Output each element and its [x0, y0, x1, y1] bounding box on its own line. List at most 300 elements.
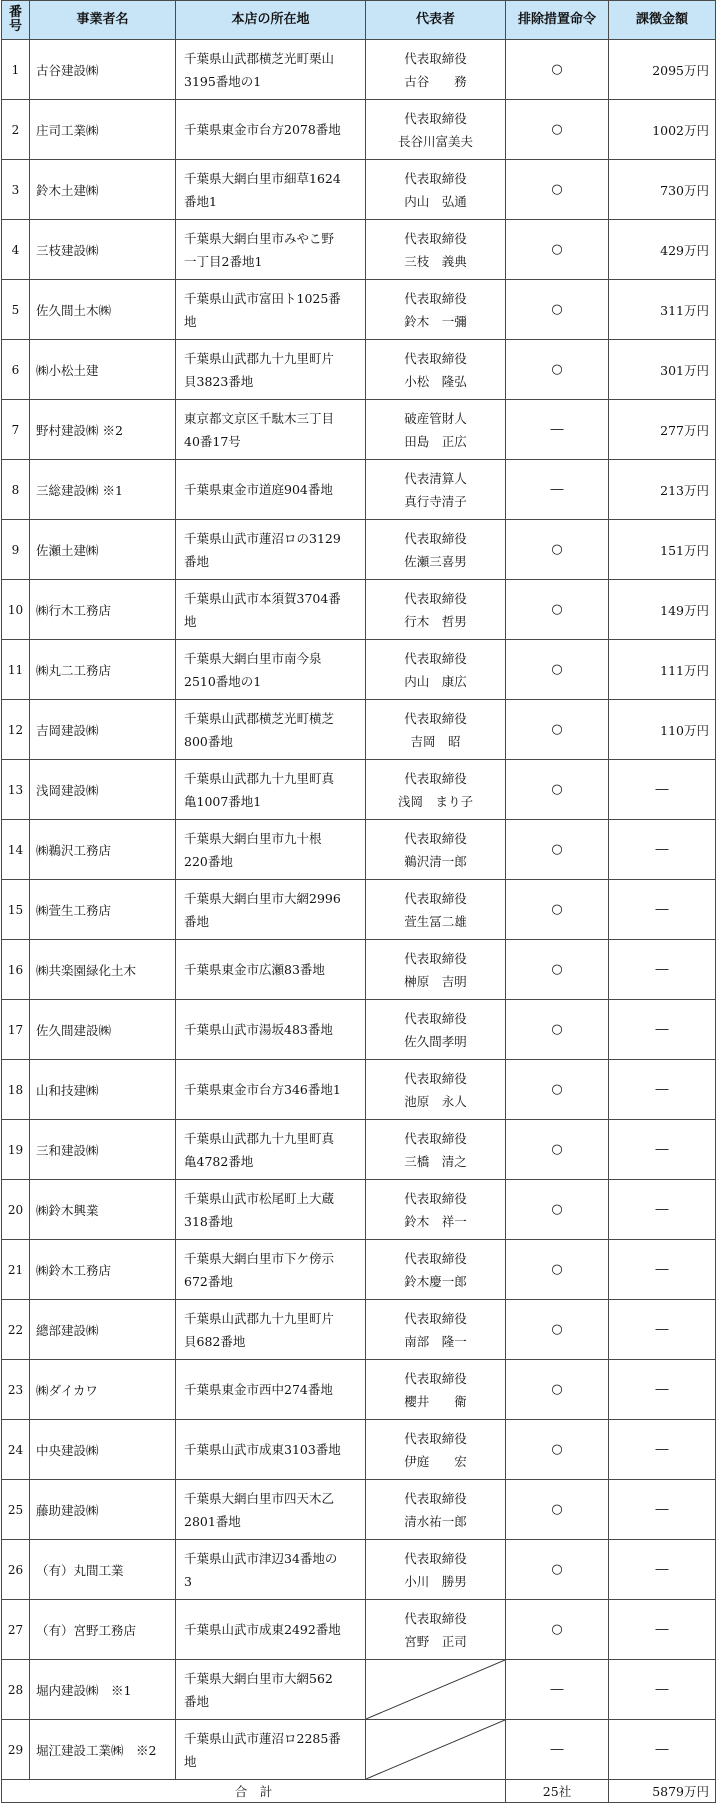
- company-name: ㈱鈴木工務店: [30, 1240, 176, 1300]
- fine-amount: 277万円: [609, 400, 716, 460]
- representative-name: 三橋 清之: [404, 1153, 467, 1169]
- company-address: [176, 1600, 366, 1660]
- representative: [366, 100, 506, 160]
- address-line: 千葉県大網白里市四天木乙: [184, 1490, 335, 1506]
- company-name: 堀内建設㈱ ※1: [30, 1660, 176, 1720]
- address-line: 地: [184, 1753, 197, 1769]
- representative: [366, 1240, 506, 1300]
- row-number: 1: [2, 40, 30, 100]
- table-row: [2, 1360, 716, 1420]
- company-name: 堀江建設工業㈱ ※2: [30, 1720, 176, 1780]
- representative-name: 田島 正広: [404, 433, 467, 449]
- fine-amount: ―: [609, 1480, 716, 1540]
- fine-amount: ―: [609, 1540, 716, 1600]
- fine-amount: ―: [609, 1240, 716, 1300]
- table-row: [2, 1480, 716, 1540]
- address-line: 千葉県山武郡横芝光町横芝: [184, 710, 335, 726]
- representative-name: 内山 康広: [404, 673, 467, 689]
- exclusion-order: ○: [506, 340, 609, 400]
- fine-amount: 111万円: [609, 640, 716, 700]
- fine-amount: ―: [609, 1120, 716, 1180]
- company-name: ㈱小松土建: [30, 340, 176, 400]
- row-number: 19: [2, 1120, 30, 1180]
- representative-name: 長谷川富美夫: [397, 133, 473, 149]
- table-row: [2, 160, 716, 220]
- table-row: [2, 1720, 716, 1780]
- company-address: [176, 1420, 366, 1480]
- row-number: 18: [2, 1060, 30, 1120]
- company-name: 古谷建設㈱: [30, 40, 176, 100]
- company-address: [176, 280, 366, 340]
- address-line: 千葉県大網白里市下ケ傍示: [184, 1250, 335, 1266]
- company-address: [176, 880, 366, 940]
- fine-amount: 429万円: [609, 220, 716, 280]
- company-address: [176, 1240, 366, 1300]
- company-address: [176, 340, 366, 400]
- representative-name: 鈴木 祥一: [404, 1213, 467, 1229]
- representative-name: 櫻井 衛: [404, 1393, 467, 1409]
- fine-amount: 311万円: [609, 280, 716, 340]
- company-address: [176, 400, 366, 460]
- representative-name: 清水祐一郎: [404, 1513, 467, 1529]
- fine-amount: 2095万円: [609, 40, 716, 100]
- address-line: 千葉県山武郡九十九里町真: [184, 770, 335, 786]
- exclusion-order: ○: [506, 1480, 609, 1540]
- representative-name: 萱生冨二雄: [404, 913, 467, 929]
- row-number: 15: [2, 880, 30, 940]
- representative-title: 代表取締役: [404, 1610, 467, 1626]
- address-line: 千葉県山武市本須賀3704番: [184, 590, 341, 606]
- fine-amount: ―: [609, 1720, 716, 1780]
- row-number: 22: [2, 1300, 30, 1360]
- representative-title: 代表取締役: [404, 1430, 467, 1446]
- address-line: 千葉県大網白里市九十根: [184, 830, 322, 846]
- representative: [366, 700, 506, 760]
- company-name: 鈴木土建㈱: [30, 160, 176, 220]
- table-row: [2, 1180, 716, 1240]
- representative-title: 代表取締役: [404, 650, 467, 666]
- row-number: 8: [2, 460, 30, 520]
- exclusion-order: ○: [506, 160, 609, 220]
- representative: [366, 760, 506, 820]
- table-row: [2, 1060, 716, 1120]
- address-line: 番地1: [184, 193, 217, 209]
- address-line: 千葉県山武郡九十九里町片: [184, 1310, 335, 1326]
- representative: [366, 40, 506, 100]
- fine-amount: ―: [609, 820, 716, 880]
- representative: [366, 940, 506, 1000]
- diagonal-slash: [366, 1660, 505, 1719]
- company-address: [176, 520, 366, 580]
- representative: [366, 340, 506, 400]
- exclusion-order: ○: [506, 520, 609, 580]
- representative: [366, 520, 506, 580]
- address-line: 地: [184, 313, 197, 329]
- company-name: ㈱萱生工務店: [30, 880, 176, 940]
- header-number-label: 番号: [8, 5, 22, 34]
- address-line: 672番地: [184, 1273, 233, 1289]
- company-address: [176, 1480, 366, 1540]
- company-name: 佐久間土木㈱: [30, 280, 176, 340]
- representative-title: 代表取締役: [404, 1370, 467, 1386]
- row-number: 26: [2, 1540, 30, 1600]
- fine-amount: 730万円: [609, 160, 716, 220]
- representative: [366, 1480, 506, 1540]
- company-name: ㈱ダイカワ: [30, 1360, 176, 1420]
- address-line: 220番地: [184, 853, 233, 869]
- fine-amount: ―: [609, 1060, 716, 1120]
- representative-title: 代表取締役: [404, 890, 467, 906]
- header-representative: 代表者: [366, 1, 506, 40]
- address-line: 千葉県山武郡横芝光町栗山: [184, 50, 335, 66]
- representative-title: 代表清算人: [404, 470, 467, 486]
- company-name: 總部建設㈱: [30, 1300, 176, 1360]
- address-line: 千葉県山武市津辺34番地の: [184, 1550, 338, 1566]
- address-line: 千葉県山武郡九十九里町真: [184, 1130, 335, 1146]
- fine-amount: ―: [609, 760, 716, 820]
- representative-name: 吉岡 昭: [410, 733, 461, 749]
- row-number: 20: [2, 1180, 30, 1240]
- representative-name: 宮野 正司: [404, 1633, 467, 1649]
- address-line: 番地: [184, 913, 210, 929]
- table-row: [2, 880, 716, 940]
- representative: [366, 280, 506, 340]
- row-number: 16: [2, 940, 30, 1000]
- representative-name: 鈴木 一彌: [404, 313, 467, 329]
- table-row: [2, 580, 716, 640]
- address-line: 千葉県大網白里市南今泉: [184, 650, 322, 666]
- table-row: [2, 1660, 716, 1720]
- company-name: （有）丸間工業: [30, 1540, 176, 1600]
- company-name: ㈱共楽園緑化土木: [30, 940, 176, 1000]
- address-line: 東京都文京区千駄木三丁目: [184, 410, 335, 426]
- table-row: [2, 1300, 716, 1360]
- table-row: [2, 1420, 716, 1480]
- table-row: [2, 520, 716, 580]
- fine-amount: 149万円: [609, 580, 716, 640]
- address-line: 3: [184, 1573, 192, 1589]
- total-label: 合 計: [2, 1780, 506, 1803]
- company-address: [176, 40, 366, 100]
- company-address: [176, 220, 366, 280]
- representative-name: 南部 隆一: [404, 1333, 467, 1349]
- representative: [366, 1000, 506, 1060]
- representative-title: 代表取締役: [404, 1070, 467, 1086]
- fine-amount: ―: [609, 880, 716, 940]
- representative-title: 破産管財人: [404, 410, 467, 426]
- representative: [366, 220, 506, 280]
- address-line: 2510番地の1: [184, 673, 262, 689]
- company-name: 佐瀬土建㈱: [30, 520, 176, 580]
- header-address: 本店の所在地: [176, 1, 366, 40]
- row-number: 29: [2, 1720, 30, 1780]
- company-address: [176, 460, 366, 520]
- representative-title: 代表取締役: [404, 1010, 467, 1026]
- exclusion-order: ○: [506, 1180, 609, 1240]
- company-address: [176, 1360, 366, 1420]
- address-line: 亀1007番地1: [184, 793, 262, 809]
- table-row: [2, 1000, 716, 1060]
- address-line: 千葉県山武市湯坂483番地: [184, 1022, 333, 1037]
- company-address: [176, 580, 366, 640]
- representative-title: 代表取締役: [404, 1550, 467, 1566]
- representative: [366, 640, 506, 700]
- address-line: 千葉県山武市成東3103番地: [184, 1442, 341, 1457]
- exclusion-order: ―: [506, 400, 609, 460]
- representative: [366, 580, 506, 640]
- representative-empty: [366, 1720, 506, 1780]
- exclusion-order: ○: [506, 640, 609, 700]
- company-address: [176, 1660, 366, 1720]
- exclusion-order: ○: [506, 880, 609, 940]
- address-line: 千葉県山武郡九十九里町片: [184, 350, 335, 366]
- representative-title: 代表取締役: [404, 710, 467, 726]
- representative-name: 三枝 義典: [404, 253, 467, 269]
- exclusion-order: ○: [506, 1540, 609, 1600]
- address-line: 一丁目2番地1: [184, 253, 263, 269]
- exclusion-order: ○: [506, 220, 609, 280]
- representative-name: 浅岡 まり子: [397, 793, 473, 809]
- table-row: [2, 280, 716, 340]
- total-fine: 5879万円: [609, 1780, 716, 1803]
- exclusion-order: ―: [506, 1720, 609, 1780]
- row-number: 24: [2, 1420, 30, 1480]
- representative-title: 代表取締役: [404, 1310, 467, 1326]
- diagonal-slash: [366, 1720, 505, 1779]
- table-row: [2, 940, 716, 1000]
- row-number: 3: [2, 160, 30, 220]
- table-row: [2, 760, 716, 820]
- exclusion-order: ○: [506, 100, 609, 160]
- table-row: [2, 820, 716, 880]
- exclusion-order: ○: [506, 1000, 609, 1060]
- row-number: 14: [2, 820, 30, 880]
- fine-amount: ―: [609, 1000, 716, 1060]
- table-row: [2, 700, 716, 760]
- exclusion-order: ○: [506, 280, 609, 340]
- table-row: [2, 1540, 716, 1600]
- fine-amount: 1002万円: [609, 100, 716, 160]
- row-number: 4: [2, 220, 30, 280]
- representative: [366, 460, 506, 520]
- header-order: 排除措置命令: [506, 1, 609, 40]
- table-row: [2, 40, 716, 100]
- representative-name: 榊原 吉明: [404, 973, 467, 989]
- address-line: 千葉県山武市松尾町上大蔵: [184, 1190, 335, 1206]
- address-line: 千葉県大網白里市大網562: [184, 1670, 333, 1686]
- row-number: 28: [2, 1660, 30, 1720]
- exclusion-order: ○: [506, 1120, 609, 1180]
- address-line: 2801番地: [184, 1513, 241, 1529]
- row-number: 6: [2, 340, 30, 400]
- exclusion-order: ○: [506, 700, 609, 760]
- representative: [366, 880, 506, 940]
- representative-title: 代表取締役: [404, 1130, 467, 1146]
- address-line: 千葉県大網白里市大網2996: [184, 890, 341, 906]
- table-body: [2, 40, 716, 1780]
- address-line: 千葉県東金市広瀬83番地: [184, 962, 325, 977]
- representative-empty: [366, 1660, 506, 1720]
- company-address: [176, 640, 366, 700]
- address-line: 千葉県東金市西中274番地: [184, 1382, 333, 1397]
- total-order-count: 25社: [506, 1780, 609, 1803]
- representative: [366, 400, 506, 460]
- fine-amount: ―: [609, 1360, 716, 1420]
- header-fine: 課徴金額: [609, 1, 716, 40]
- address-line: 貝3823番地: [184, 373, 254, 389]
- representative-title: 代表取締役: [404, 590, 467, 606]
- table-row: [2, 220, 716, 280]
- company-address: [176, 1720, 366, 1780]
- company-name: 中央建設㈱: [30, 1420, 176, 1480]
- address-line: 番地: [184, 1693, 210, 1709]
- fine-amount: 213万円: [609, 460, 716, 520]
- address-line: 千葉県山武市成東2492番地: [184, 1622, 341, 1637]
- company-address: [176, 820, 366, 880]
- address-line: 千葉県東金市台方346番地1: [184, 1082, 341, 1097]
- row-number: 5: [2, 280, 30, 340]
- company-name: 吉岡建設㈱: [30, 700, 176, 760]
- table-row: [2, 400, 716, 460]
- exclusion-order: ○: [506, 1420, 609, 1480]
- representative-name: 鈴木慶一郎: [404, 1273, 467, 1289]
- fine-amount: 301万円: [609, 340, 716, 400]
- company-name: 野村建設㈱ ※2: [30, 400, 176, 460]
- exclusion-order: ○: [506, 760, 609, 820]
- row-number: 13: [2, 760, 30, 820]
- representative: [366, 1600, 506, 1660]
- company-address: [176, 760, 366, 820]
- representative-title: 代表取締役: [404, 170, 467, 186]
- table-row: [2, 1240, 716, 1300]
- enforcement-table: [1, 0, 716, 1803]
- row-number: 21: [2, 1240, 30, 1300]
- company-address: [176, 1180, 366, 1240]
- representative-name: 佐久間孝明: [404, 1033, 467, 1049]
- company-name: ㈱丸二工務店: [30, 640, 176, 700]
- total-row: [2, 1780, 716, 1803]
- representative: [366, 1420, 506, 1480]
- exclusion-order: ○: [506, 580, 609, 640]
- company-name: 山和技建㈱: [30, 1060, 176, 1120]
- representative: [366, 1300, 506, 1360]
- table-row: [2, 640, 716, 700]
- address-line: 千葉県大網白里市細草1624: [184, 170, 341, 186]
- company-address: [176, 1060, 366, 1120]
- table-row: [2, 100, 716, 160]
- representative-name: 古谷 務: [404, 73, 467, 89]
- representative: [366, 820, 506, 880]
- representative: [366, 1120, 506, 1180]
- row-number: 12: [2, 700, 30, 760]
- address-line: 千葉県東金市道庭904番地: [184, 482, 333, 497]
- representative-title: 代表取締役: [404, 350, 467, 366]
- representative-name: 鵜沢清一郎: [404, 853, 467, 869]
- company-name: ㈱鵜沢工務店: [30, 820, 176, 880]
- fine-amount: ―: [609, 1660, 716, 1720]
- representative: [366, 1060, 506, 1120]
- address-line: 千葉県山武市蓮沼ロ2285番: [184, 1730, 341, 1746]
- company-name: 三枝建設㈱: [30, 220, 176, 280]
- company-address: [176, 1300, 366, 1360]
- address-line: 800番地: [184, 733, 233, 749]
- company-name: 庄司工業㈱: [30, 100, 176, 160]
- exclusion-order: ―: [506, 1660, 609, 1720]
- representative-title: 代表取締役: [404, 830, 467, 846]
- representative: [366, 1180, 506, 1240]
- representative-title: 代表取締役: [404, 950, 467, 966]
- exclusion-order: ○: [506, 1060, 609, 1120]
- representative-title: 代表取締役: [404, 50, 467, 66]
- fine-amount: ―: [609, 1180, 716, 1240]
- row-number: 27: [2, 1600, 30, 1660]
- representative-title: 代表取締役: [404, 230, 467, 246]
- representative-name: 小川 勝男: [404, 1573, 467, 1589]
- fine-amount: ―: [609, 940, 716, 1000]
- fine-amount: ―: [609, 1420, 716, 1480]
- representative-name: 行木 哲男: [404, 613, 467, 629]
- exclusion-order: ○: [506, 40, 609, 100]
- representative: [366, 1360, 506, 1420]
- exclusion-order: ○: [506, 1360, 609, 1420]
- table-row: [2, 1600, 716, 1660]
- exclusion-order: ―: [506, 460, 609, 520]
- representative-name: 真行寺清子: [404, 493, 467, 509]
- company-address: [176, 1540, 366, 1600]
- representative: [366, 1540, 506, 1600]
- representative-title: 代表取締役: [404, 1250, 467, 1266]
- address-line: 40番17号: [184, 433, 241, 449]
- exclusion-order: ○: [506, 1600, 609, 1660]
- company-address: [176, 700, 366, 760]
- company-name: （有）宮野工務店: [30, 1600, 176, 1660]
- row-number: 7: [2, 400, 30, 460]
- company-address: [176, 1000, 366, 1060]
- company-name: 三総建設㈱ ※1: [30, 460, 176, 520]
- address-line: 亀4782番地: [184, 1153, 254, 1169]
- company-name: ㈱行木工務店: [30, 580, 176, 640]
- company-address: [176, 1120, 366, 1180]
- row-number: 10: [2, 580, 30, 640]
- address-line: 地: [184, 613, 197, 629]
- fine-amount: ―: [609, 1300, 716, 1360]
- company-name: 佐久間建設㈱: [30, 1000, 176, 1060]
- row-number: 2: [2, 100, 30, 160]
- table-row: [2, 340, 716, 400]
- company-name: ㈱鈴木興業: [30, 1180, 176, 1240]
- exclusion-order: ○: [506, 940, 609, 1000]
- representative-name: 小松 隆弘: [404, 373, 467, 389]
- fine-amount: 151万円: [609, 520, 716, 580]
- representative-title: 代表取締役: [404, 1490, 467, 1506]
- company-name: 浅岡建設㈱: [30, 760, 176, 820]
- representative: [366, 160, 506, 220]
- exclusion-order: ○: [506, 1300, 609, 1360]
- representative-name: 伊庭 宏: [404, 1453, 467, 1469]
- representative-title: 代表取締役: [404, 770, 467, 786]
- address-line: 貝682番地: [184, 1333, 246, 1349]
- company-name: 藤助建設㈱: [30, 1480, 176, 1540]
- row-number: 23: [2, 1360, 30, 1420]
- representative-name: 内山 弘通: [404, 193, 467, 209]
- representative-title: 代表取締役: [404, 290, 467, 306]
- row-number: 17: [2, 1000, 30, 1060]
- fine-amount: ―: [609, 1600, 716, 1660]
- exclusion-order: ○: [506, 820, 609, 880]
- representative-title: 代表取締役: [404, 110, 467, 126]
- company-address: [176, 940, 366, 1000]
- representative-title: 代表取締役: [404, 1190, 467, 1206]
